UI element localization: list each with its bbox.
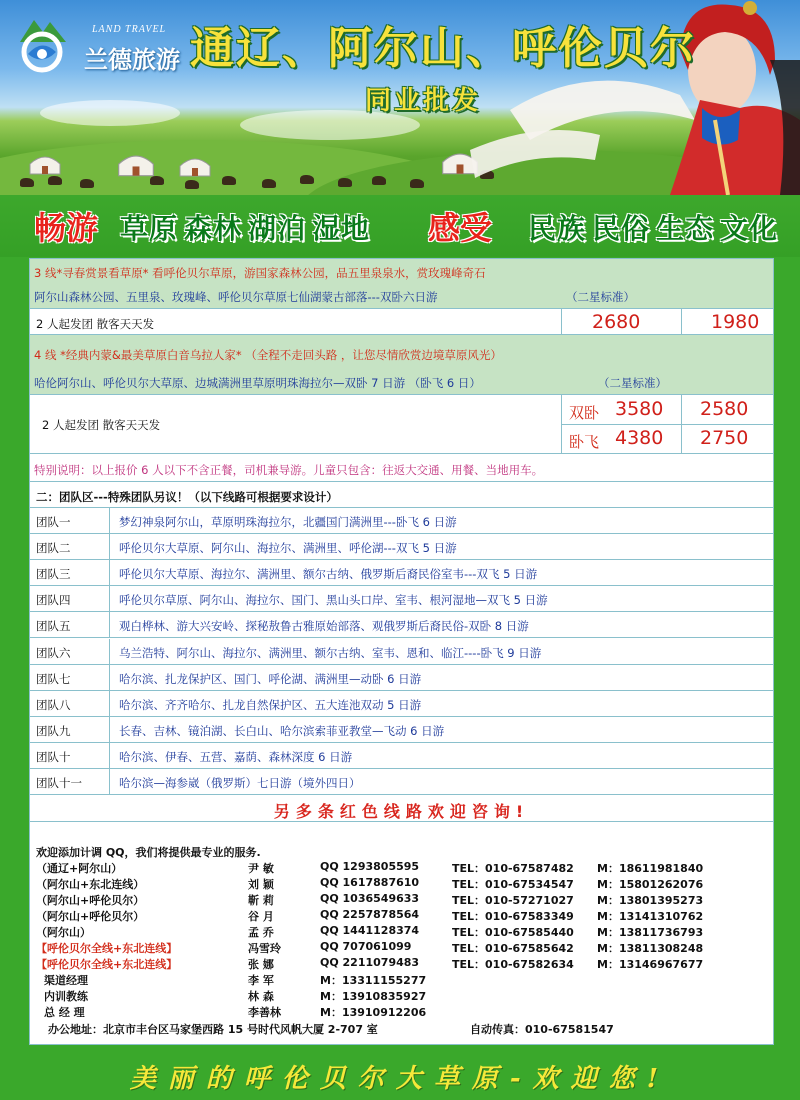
welcome-message: 另多条红色线路欢迎咨询! (273, 802, 530, 821)
horse-icon (410, 179, 424, 188)
staff-role: 渠道经理 (44, 974, 88, 987)
office-address: 办公地址：北京市丰台区马家堡西路 15 号时代风帆大厦 2-707 室 (48, 1023, 378, 1036)
contact-area: 【呼伦贝尔全线+东北连线】 (36, 958, 178, 971)
team-label: 团队十一 (36, 776, 82, 790)
banner-item: 森林 (184, 212, 243, 245)
logo-swirl-icon (12, 14, 74, 74)
theme-banner (0, 195, 800, 257)
contact-mobile: M：18611981840 (597, 862, 704, 875)
fax-number: 自动传真：010-67581547 (470, 1023, 614, 1036)
team-label: 团队七 (36, 671, 71, 686)
team-row (30, 743, 773, 769)
line3-route: 阿尔山森林公园、五里泉、玫瑰峰、呼伦贝尔草原七仙湖蒙古部落---双卧六日游 (34, 290, 438, 304)
horse-icon (338, 178, 352, 187)
team-row (30, 612, 773, 638)
team-route: 哈尔滨、齐齐哈尔、扎龙自然保护区、五大连池双动 5 日游 (119, 697, 422, 712)
contact-name: 谷 月 (248, 910, 274, 923)
staff-name: 李善林 (248, 1006, 281, 1019)
contact-name: 张 娜 (248, 958, 274, 971)
contact-qq: QQ 707061099 (320, 940, 412, 953)
contacts-section (30, 822, 773, 1044)
team-row (30, 665, 773, 691)
header-banner (0, 0, 800, 195)
page-subtitle: 同业批发 (365, 86, 482, 116)
banner-item: 湖泊 (248, 212, 307, 245)
contact-qq: QQ 1293805595 (320, 860, 420, 873)
line4-opt2-price-child: 2750 (700, 427, 749, 449)
staff-mobile: M：13910835927 (320, 990, 427, 1003)
team-route: 哈尔滨、伊春、五营、嘉荫、森林深度 6 日游 (119, 749, 353, 764)
logo-chinese-text: 兰德旅游 (84, 45, 180, 74)
line3-title: 3 线*寻春赏景看草原* 看呼伦贝尔草原，游国家森林公园，品五里泉泉水，赏玫瑰峰奇石 (34, 266, 486, 280)
team-route: 哈尔滨、扎龙保护区、国门、呼伦湖、满洲里—动卧 6 日游 (119, 671, 422, 686)
line4-opt2-label: 卧飞 (569, 433, 600, 451)
team-label: 团队九 (36, 723, 71, 738)
line3-standard: （二星标准） (566, 290, 635, 304)
line4-opt1-price-adult: 3580 (615, 398, 664, 420)
staff-role: 总 经 理 (44, 1006, 85, 1019)
team-route: 长春、吉林、镜泊湖、长白山、哈尔滨索菲亚教堂—飞动 6 日游 (119, 723, 445, 738)
team-row (30, 534, 773, 560)
contact-tel: TEL：010-67587482 (452, 862, 574, 875)
team-route: 呼伦贝尔草原、阿尔山、海拉尔、国门、黑山头口岸、室韦、根河湿地—双飞 5 日游 (119, 593, 548, 608)
line3-price-child: 1980 (711, 311, 760, 333)
contact-tel: TEL：010-67585440 (452, 926, 574, 939)
team-label: 团队六 (36, 645, 71, 660)
brand-logo[interactable] (12, 14, 182, 74)
line4-title: 4 线 *经典内蒙&最美草原白音乌拉人家* （全程不走回头路 ，让您尽情欣赏边境草原风光） (34, 348, 502, 362)
banner-item: 民俗 (592, 212, 651, 245)
line4-opt1-label: 双卧 (569, 404, 600, 422)
team-label: 团队五 (36, 619, 71, 634)
team-row (30, 560, 773, 586)
horse-icon (372, 176, 386, 185)
team-route: 梦幻神泉阿尔山，草原明珠海拉尔，北疆国门满洲里---卧飞 6 日游 (119, 515, 457, 529)
team-row (30, 639, 773, 665)
contact-tel: TEL：010-67585642 (452, 942, 574, 955)
contact-qq: QQ 1441128374 (320, 924, 420, 937)
contact-name: 靳 莉 (248, 894, 274, 907)
contact-mobile: M：13801395273 (597, 894, 704, 907)
contact-qq: QQ 2211079483 (320, 956, 420, 969)
line3-price-row (30, 309, 773, 335)
horse-icon (262, 179, 276, 188)
contact-mobile: M：13141310762 (597, 910, 704, 923)
contact-name: 尹 敏 (248, 862, 274, 875)
contact-mobile: M：13146967677 (597, 958, 704, 971)
banner-right-label: 感受 (428, 209, 493, 247)
team-row (30, 691, 773, 717)
team-row (30, 508, 773, 534)
page-title: 通辽、阿尔山、呼伦贝尔 (190, 23, 696, 74)
welcome-row (30, 795, 773, 822)
yurt-icon (28, 150, 62, 176)
team-label: 团队二 (36, 541, 71, 556)
horse-icon (300, 175, 314, 184)
horse-icon (185, 180, 199, 189)
team-route: 哈尔滨—海参崴（俄罗斯）七日游（境外四日） (119, 776, 361, 790)
horse-icon (48, 176, 62, 185)
line3-price-adult: 2680 (592, 311, 641, 333)
horse-icon (80, 179, 94, 188)
team-row (30, 769, 773, 795)
contact-area: （阿尔山） (36, 926, 91, 939)
contact-area: （阿尔山+呼伦贝尔） (36, 910, 145, 923)
line4-standard: （二星标准） (598, 376, 667, 390)
team-label: 团队三 (36, 567, 71, 582)
contact-area: （阿尔山+东北连线） (36, 878, 145, 891)
team-route: 呼伦贝尔大草原、海拉尔、满洲里、额尔古纳、俄罗斯后裔民俗室韦---双飞 5 日游 (119, 567, 538, 582)
line4-opt1-price-child: 2580 (700, 398, 749, 420)
staff-name: 李 军 (248, 974, 274, 987)
team-label: 团队八 (36, 697, 71, 712)
team-section-header (30, 482, 773, 508)
contact-name: 刘 颖 (248, 878, 274, 891)
contact-area: 【呼伦贝尔全线+东北连线】 (36, 942, 178, 955)
contact-tel: TEL：010-67582634 (452, 958, 574, 971)
team-label: 团队四 (36, 593, 71, 608)
team-route: 观白桦林、游大兴安岭、探秘敖鲁古雅原始部落、观俄罗斯后裔民俗-双卧 8 日游 (119, 619, 529, 634)
team-route: 呼伦贝尔大草原、阿尔山、海拉尔、满洲里、呼伦湖---双飞 5 日游 (119, 541, 457, 556)
contact-mobile: M：13811308248 (597, 942, 704, 955)
banner-item: 湿地 (312, 212, 371, 245)
staff-name: 林 森 (248, 990, 274, 1003)
team-label: 团队十 (36, 749, 71, 764)
contact-tel: TEL：010-67583349 (452, 910, 574, 923)
staff-mobile: M：13311155277 (320, 974, 427, 987)
team-section-title: 二：团队区---特殊团队另议！（以下线路可根据要求设计） (36, 490, 338, 504)
horse-icon (20, 178, 34, 187)
banner-item: 草原 (120, 212, 179, 245)
contact-area: （通辽+阿尔山） (36, 862, 123, 875)
line3-header (30, 259, 773, 309)
staff-mobile: M：13910912206 (320, 1006, 427, 1019)
team-label: 团队一 (36, 515, 71, 529)
contact-qq: QQ 2257878564 (320, 908, 420, 921)
yurt-icon (178, 152, 212, 178)
contact-mobile: M：15801262076 (597, 878, 704, 891)
logo-english-text: LAND TRAVEL (92, 24, 167, 35)
line4-departure: 2 人起发团 散客天天发 (42, 418, 161, 432)
team-row (30, 586, 773, 612)
line3-departure: 2 人起发团 散客天天发 (36, 317, 155, 331)
line4-route: 哈伦阿尔山、呼伦贝尔大草原、边城满洲里草原明珠海拉尔—双卧 7 日游 （卧飞 6 日） (34, 376, 481, 390)
line4-header (30, 335, 773, 395)
yurt-icon (115, 148, 157, 178)
contact-area: （阿尔山+呼伦贝尔） (36, 894, 145, 907)
banner-item: 文化 (720, 212, 779, 245)
content-panel (29, 258, 774, 1045)
contact-mobile: M：13811736793 (597, 926, 704, 939)
line4-price-row (30, 395, 773, 454)
team-route: 乌兰浩特、阿尔山、海拉尔、满洲里、额尔古纳、室韦、恩和、临江----卧飞 9 日游 (119, 645, 542, 660)
line4-opt2-price-adult: 4380 (615, 427, 664, 449)
banner-item: 生态 (656, 212, 715, 245)
team-row (30, 717, 773, 743)
banner-left-label: 畅游 (34, 209, 99, 247)
special-note-row (30, 454, 773, 482)
footer-slogan: 美丽的呼伦贝尔大草原-欢迎您! (129, 1064, 671, 1094)
contact-name: 孟 乔 (248, 926, 274, 939)
contact-tel: TEL：010-57271027 (452, 894, 574, 907)
horse-icon (150, 176, 164, 185)
contact-tel: TEL：010-67534547 (452, 878, 574, 891)
contact-qq: QQ 1617887610 (320, 876, 420, 889)
staff-role: 内训教练 (44, 990, 88, 1003)
horse-icon (222, 176, 236, 185)
contact-intro: 欢迎添加计调 QQ，我们将提供最专业的服务. (36, 846, 261, 859)
contact-name: 冯雪玲 (248, 942, 281, 955)
special-note: 特别说明：以上报价 6 人以下不含正餐，司机兼导游。儿童只包含：往返大交通、用餐、当地用车。 (34, 463, 544, 477)
contact-qq: QQ 1036549633 (320, 892, 420, 905)
banner-item: 民族 (528, 212, 587, 245)
